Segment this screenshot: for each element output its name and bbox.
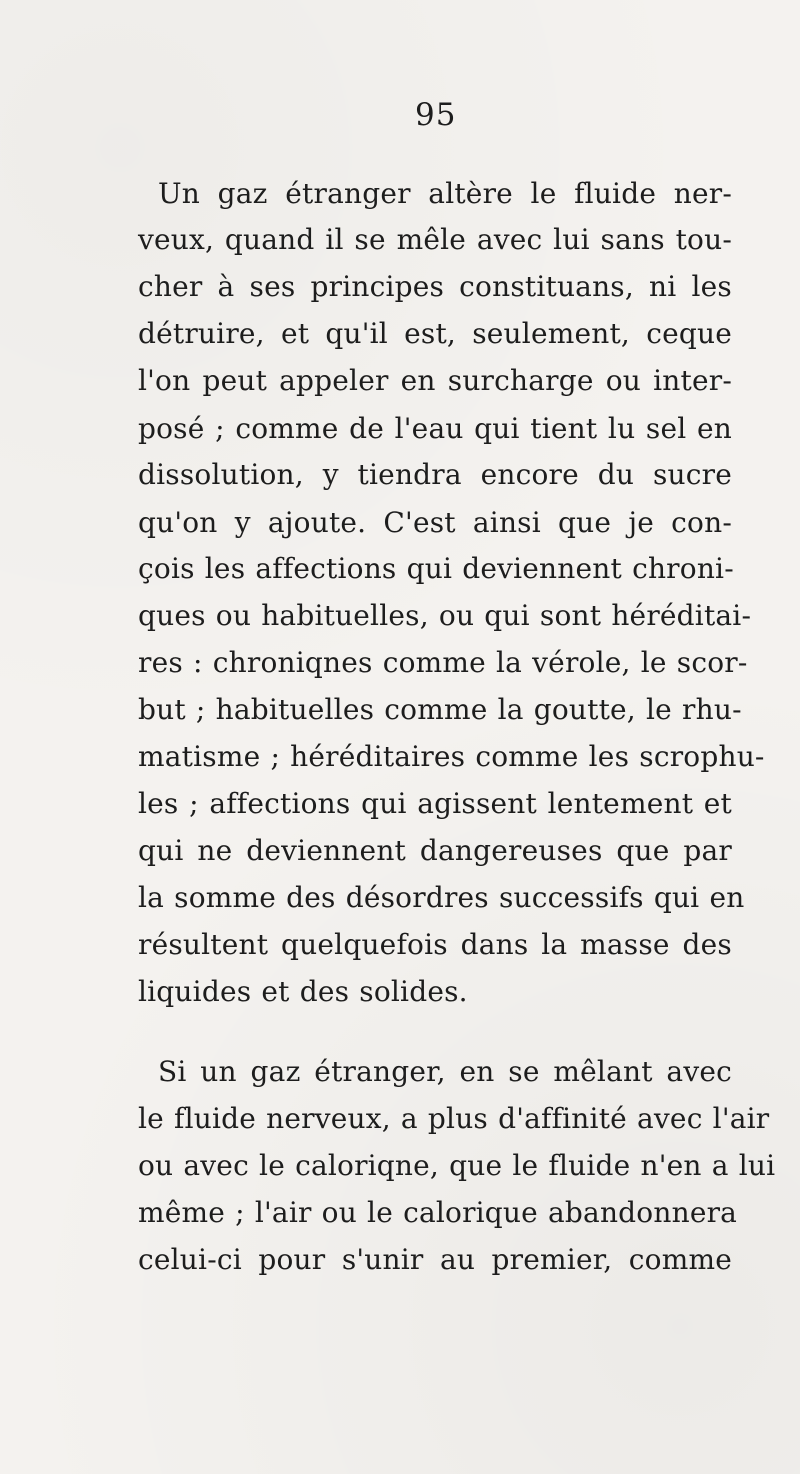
paragraph-line: dissolution, y tiendra encore du sucre (138, 458, 732, 491)
paragraph-line: le fluide nerveux, a plus d'affinité avec l'air (138, 1102, 770, 1135)
paragraph-line: posé ; comme de l'eau qui tient lu sel en (138, 412, 732, 445)
paragraph-line: ou avec le caloriqne, que le fluide n'en a lui (138, 1149, 776, 1182)
paragraph-line: res : chroniqnes comme la vérole, le scor- (138, 646, 748, 679)
paragraph-line: qu'on y ajoute. C'est ainsi que je con- (138, 506, 732, 539)
paragraph-line: même ; l'air ou le calorique abandonnera (138, 1196, 738, 1229)
paragraph-line: but ; habituelles comme la goutte, le rhu- (138, 693, 742, 726)
paragraph-line: çois les affections qui deviennent chroni- (138, 552, 734, 585)
paragraph-line: Un gaz étranger altère le fluide ner- (158, 177, 732, 210)
paragraph-line: l'on peut appeler en surcharge ou inter- (138, 364, 732, 397)
paragraph-line: la somme des désordres successifs qui en (138, 881, 745, 914)
paragraph-line: cher à ses principes constituans, ni les (138, 270, 732, 303)
paragraph-line: résultent quelquefois dans la masse des (138, 928, 732, 961)
paragraph-line: qui ne deviennent dangereuses que par (138, 834, 732, 867)
paragraph-line: Si un gaz étranger, en se mêlant avec (158, 1055, 732, 1088)
paragraph-line: matisme ; héréditaires comme les scrophu- (138, 740, 765, 773)
paragraph-line: les ; affections qui agissent lentement et (138, 787, 732, 820)
paragraph-line: liquides et des solides. (138, 975, 468, 1008)
paragraph-line: veux, quand il se mêle avec lui sans tou- (138, 223, 732, 256)
page-number: 95 (415, 97, 457, 133)
paragraph-line: détruire, et qu'il est, seulement, ceque (138, 317, 732, 350)
paragraph-line: celui-ci pour s'unir au premier, comme (138, 1243, 732, 1276)
paragraph-line: ques ou habituelles, ou qui sont héréditai- (138, 599, 752, 632)
